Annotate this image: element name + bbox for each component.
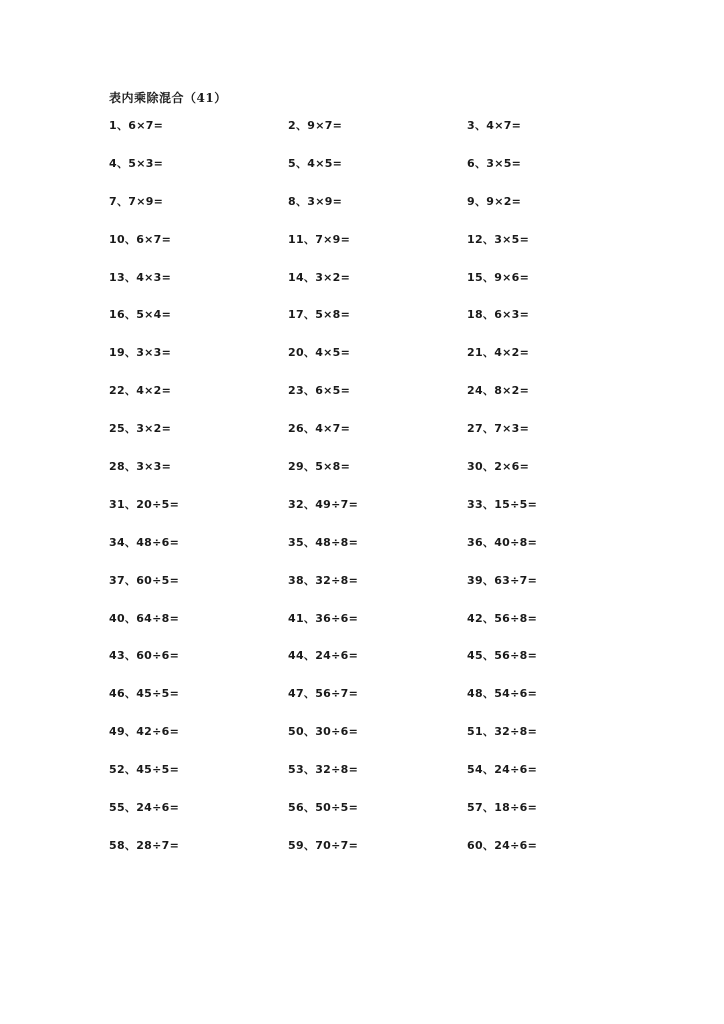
math-problem: 37、60÷5=: [109, 573, 180, 587]
math-problem: 4、5×3=: [109, 156, 164, 170]
math-problem: 48、54÷6=: [467, 687, 538, 701]
math-problem: 1、6×7=: [109, 119, 164, 132]
math-problem: 49、42÷6=: [109, 725, 180, 739]
math-problem: 43、60÷6=: [109, 649, 180, 663]
math-problem: 15、9×6=: [467, 270, 530, 284]
math-problem: 44、24÷6=: [288, 649, 359, 663]
problem-grid: [109, 118, 649, 876]
math-problem: 11、7×9=: [288, 232, 351, 246]
math-problem: 47、56÷7=: [288, 687, 359, 701]
math-problem: 54、24÷6=: [467, 763, 538, 777]
math-problem: 25、3×2=: [109, 422, 172, 436]
math-problem: 41、36÷6=: [288, 611, 359, 625]
math-problem: 45、56÷8=: [467, 649, 538, 663]
math-problem: 31、20÷5=: [109, 497, 180, 511]
math-problem: 17、5×8=: [288, 308, 351, 322]
math-problem: 38、32÷8=: [288, 573, 359, 587]
math-problem: 5、4×5=: [288, 156, 343, 170]
math-problem: 20、4×5=: [288, 346, 351, 360]
math-problem: 57、18÷6=: [467, 801, 538, 815]
math-problem: 14、3×2=: [288, 270, 351, 284]
math-problem: 32、49÷7=: [288, 497, 359, 511]
math-problem: 22、4×2=: [109, 384, 172, 398]
math-problem: 36、40÷8=: [467, 535, 538, 549]
math-problem: 16、5×4=: [109, 308, 172, 322]
math-problem: 60、24÷6=: [467, 838, 538, 852]
math-problem: 46、45÷5=: [109, 687, 180, 701]
math-problem: 10、6×7=: [109, 232, 172, 246]
worksheet-title: 表内乘除混合（41）: [109, 91, 227, 105]
math-problem: 58、28÷7=: [109, 838, 180, 852]
math-problem: 59、70÷7=: [288, 838, 359, 852]
math-problem: 28、3×3=: [109, 460, 172, 474]
math-problem: 52、45÷5=: [109, 763, 180, 777]
math-problem: 50、30÷6=: [288, 725, 359, 739]
math-problem: 21、4×2=: [467, 346, 530, 360]
math-problem: 24、8×2=: [467, 384, 530, 398]
math-problem: 42、56÷8=: [467, 611, 538, 625]
math-problem: 6、3×5=: [467, 156, 522, 170]
math-problem: 34、48÷6=: [109, 535, 180, 549]
math-problem: 39、63÷7=: [467, 573, 538, 587]
math-problem: 8、3×9=: [288, 194, 343, 208]
math-problem: 30、2×6=: [467, 460, 530, 474]
math-problem: 53、32÷8=: [288, 763, 359, 777]
math-problem: 23、6×5=: [288, 384, 351, 398]
math-problem: 55、24÷6=: [109, 801, 180, 815]
math-problem: 27、7×3=: [467, 422, 530, 436]
math-problem: 9、9×2=: [467, 194, 522, 208]
math-problem: 26、4×7=: [288, 422, 351, 436]
math-problem: 40、64÷8=: [109, 611, 180, 625]
math-problem: 35、48÷8=: [288, 535, 359, 549]
math-problem: 13、4×3=: [109, 270, 172, 284]
math-problem: 12、3×5=: [467, 232, 530, 246]
math-problem: 3、4×7=: [467, 119, 522, 132]
math-problem: 18、6×3=: [467, 308, 530, 322]
math-problem: 19、3×3=: [109, 346, 172, 360]
math-problem: 29、5×8=: [288, 460, 351, 474]
math-problem: 56、50÷5=: [288, 801, 359, 815]
math-problem: 7、7×9=: [109, 194, 164, 208]
math-problem: 51、32÷8=: [467, 725, 538, 739]
math-problem: 33、15÷5=: [467, 497, 538, 511]
math-problem: 2、9×7=: [288, 119, 343, 132]
